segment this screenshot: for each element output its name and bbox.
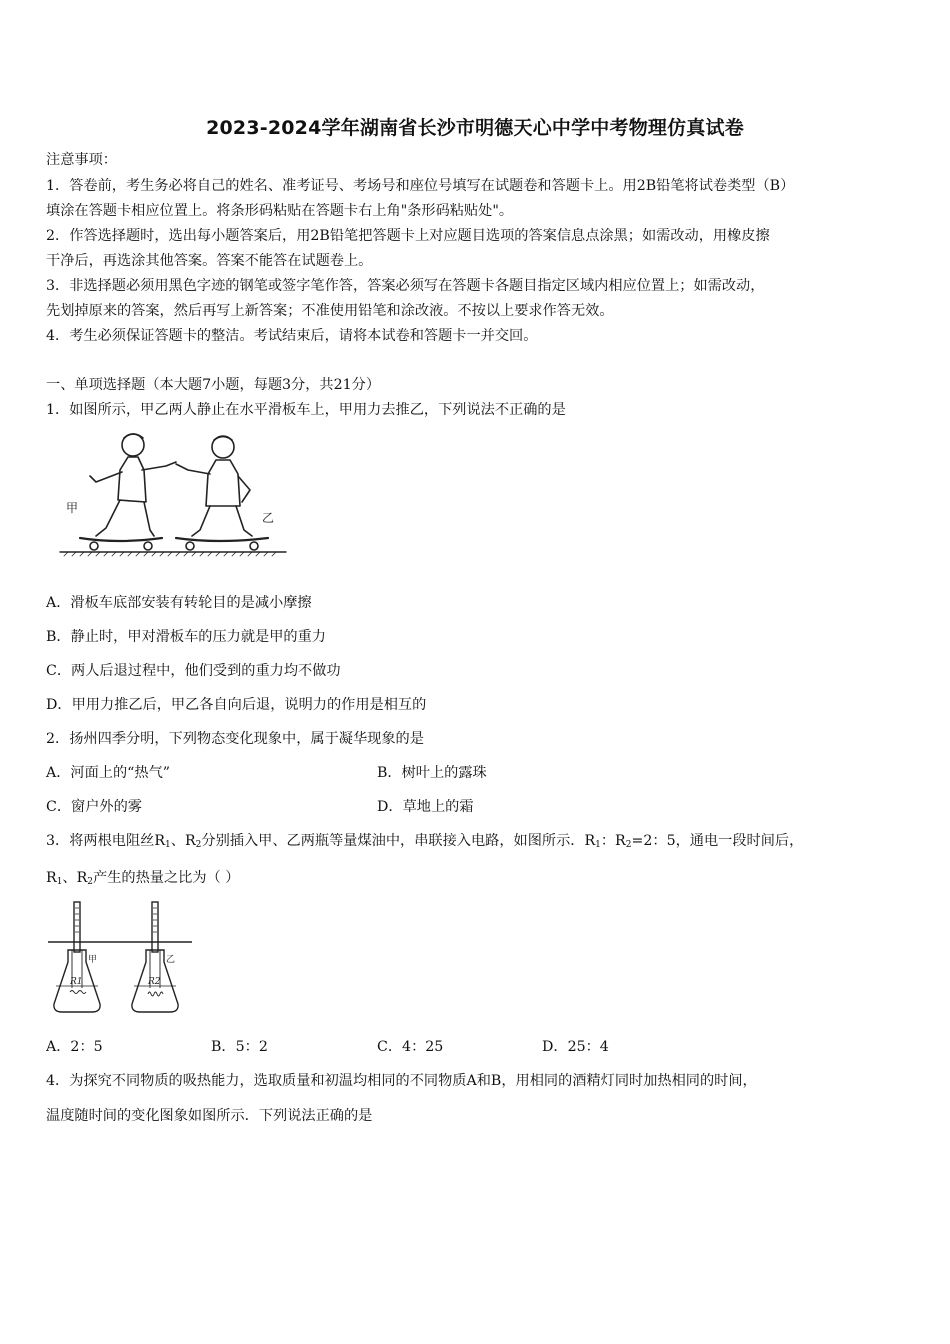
notice-line: 1．答卷前，考生务必将自己的姓名、准考证号、考场号和座位号填写在试题卷和答题卡上。用2B铅笔将试卷类型（B） [46,178,795,194]
flask-figure [46,900,196,1020]
label-r1: R1 [70,977,83,987]
option-b: B．树叶上的露珠 [377,765,487,781]
label-yi: 乙 [262,511,275,525]
thermometer-yi [152,902,158,952]
option-d: D．草地上的霜 [377,799,474,815]
option-d: D．25：4 [542,1039,609,1055]
label-jia: 甲 [88,955,98,965]
question-2-stem: 2．扬州四季分明，下列物态变化现象中，属于凝华现象的是 [46,731,424,747]
skateboard-figure [58,430,288,560]
notice-line: 2．作答选择题时，选出每小题答案后，用2B铅笔把答题卡上对应题目选项的答案信息点涂黑；如需改动，用橡皮擦 [46,228,770,244]
page-title: 2023-2024学年湖南省长沙市明德天心中学中考物理仿真试卷 [206,117,744,139]
question-4-stem: 4．为探究不同物质的吸热能力，选取质量和初温均相同的不同物质A和B，用相同的酒精灯同时加热相同的时间， [46,1073,757,1089]
option-a: A．2：5 [46,1039,103,1055]
option-a: A．滑板车底部安装有转轮目的是减小摩擦 [46,595,312,611]
notice-line: 4．考生必须保证答题卡的整洁。考试结束后，请将本试卷和答题卡一并交回。 [46,328,538,344]
notice-line: 3．非选择题必须用黑色字迹的钢笔或签字笔作答，答案必须写在答题卡各题目指定区域内相应位置上；如需改动， [46,278,765,294]
notice-line: 填涂在答题卡相应位置上。将条形码粘贴在答题卡右上角"条形码粘贴处"。 [46,203,514,219]
option-b: B．5：2 [211,1039,268,1055]
option-a: A．河面上的“热气” [46,765,171,781]
section-heading: 一、单项选择题（本大题7小题，每题3分，共21分） [46,377,381,393]
label-yi: 乙 [166,955,176,965]
option-b: B．静止时，甲对滑板车的压力就是甲的重力 [46,629,326,645]
question-3-stem-line2: $R_1$、$R_2$产生的热量之比为（ ） [46,870,240,887]
person-jia-body [118,457,146,502]
notice-line: 先划掉原来的答案，然后再写上新答案；不准使用铅笔和涂改液。不按以上要求作答无效。 [46,303,614,319]
label-jia: 甲 [66,501,79,515]
label-r2: R2 [148,977,161,987]
option-c: C．两人后退过程中，他们受到的重力均不做功 [46,663,341,679]
question-4-stem-line2: 温度随时间的变化图象如图所示．下列说法正确的是 [46,1108,373,1124]
option-c: C．窗户外的雾 [46,799,142,815]
option-c: C．4：25 [377,1039,444,1055]
notice-line: 干净后，再选涂其他答案。答案不能答在试题卷上。 [46,253,373,269]
question-1-stem: 1．如图所示，甲乙两人静止在水平滑板车上，甲用力去推乙，下列说法不正确的是 [46,402,566,418]
person-yi-body [206,460,240,506]
question-3-stem: 3．将两根电阻丝$R_1$、$R_2$分别插入甲、乙两瓶等量煤油中，串联接入电路，如图所示．$R_1$：$R_2=2$：5，通电一段时间后， [46,833,804,850]
option-d: D．甲用力推乙后，甲乙各自向后退，说明力的作用是相互的 [46,697,427,713]
notice-heading: 注意事项： [46,152,117,168]
thermometer-jia [74,902,80,952]
